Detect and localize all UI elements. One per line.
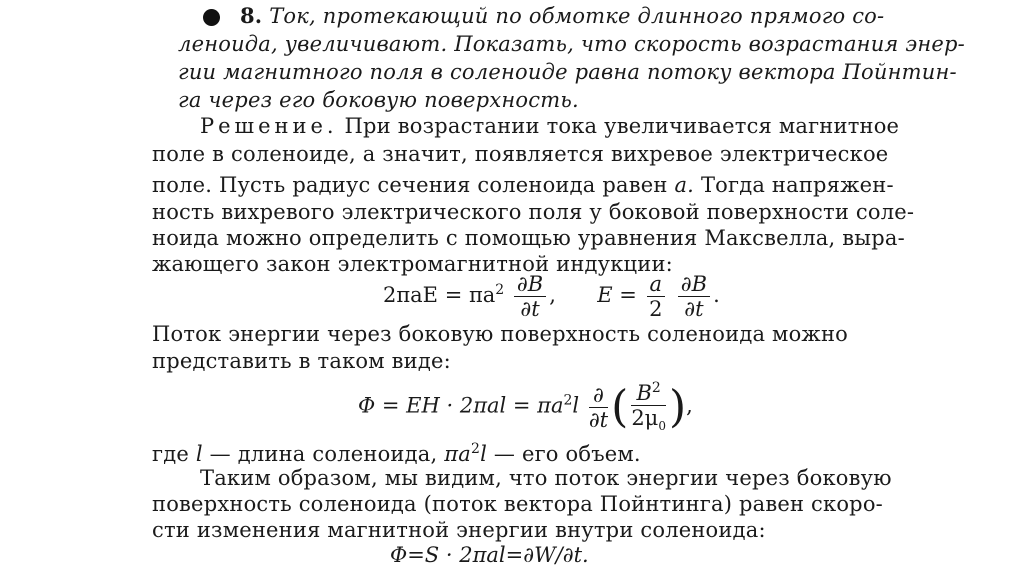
bullet-icon — [203, 9, 220, 26]
problem-line-2: леноида, увеличивают. Показать, что скорость возрастания энер- — [178, 32, 965, 56]
eq1-lhs: 2πaE = πa — [383, 283, 496, 307]
solution-text-3: поле. Пусть радиус сечения соленоида равен — [152, 173, 668, 197]
solution-line-4: ность вихревого электрического поля у боковой поверхности соле- — [152, 200, 915, 224]
flux-line-1: Поток энергии через боковую поверхность соленоида можно — [152, 322, 848, 346]
where-l: l — [195, 442, 203, 466]
problem-line-1 — [240, 4, 884, 28]
where-suffix: — его объем. — [493, 442, 641, 466]
eq2-left-paren: ( — [611, 381, 629, 433]
problem-text-1: Ток, протекающий по обмотке длинного прямого со- — [269, 4, 885, 28]
problem-number: 8. — [240, 3, 263, 28]
solution-line-6: жающего закон электромагнитной индукции: — [152, 252, 673, 276]
eq1-fraction-a2 — [647, 272, 666, 321]
solution-text-3b: Тогда напряжен- — [700, 173, 894, 197]
problem-line-3: гии магнитного поля в соленоиде равна потоку вектора Пойнтин- — [178, 60, 957, 84]
where-square: 2 — [470, 441, 481, 457]
eq2-derivative — [589, 383, 608, 432]
conclusion-line-2: поверхность соленоида (поток вектора Пойнтинга) равен скоро- — [152, 492, 883, 516]
problem-line-4: га через его боковую поверхность. — [178, 88, 579, 112]
eq2-mu: 2μ — [631, 406, 659, 430]
solution-line-5: ноида можно определить с помощью уравнения Максвелла, выра- — [152, 226, 905, 250]
conclusion-line-1: Таким образом, мы видим, что поток энергии через боковую — [200, 466, 892, 490]
eq1-f2-den: ∂t — [684, 297, 704, 321]
equation-flux — [358, 376, 693, 438]
eq1-dot: . — [713, 283, 720, 307]
eq1-f2-num: ∂B — [678, 272, 710, 297]
where-mid: — длина соленоида, — [209, 442, 438, 466]
eq2-b: B — [636, 381, 652, 405]
where-prefix: где — [152, 442, 189, 466]
where-l2: l — [480, 442, 487, 466]
eq1-fraction — [514, 272, 546, 321]
equation-maxwell — [383, 272, 720, 321]
eq1-square: 2 — [495, 282, 505, 298]
solution-line-3 — [152, 173, 894, 197]
conclusion-line-3: сти изменения магнитной энергии внутри соленоида: — [152, 518, 766, 542]
eq2-d-den: ∂t — [588, 407, 609, 432]
eq2-mu-sub: 0 — [658, 419, 666, 434]
eq2-d-num: ∂ — [589, 383, 608, 408]
where-line — [152, 437, 641, 466]
eq1-f1-num: a — [647, 272, 666, 297]
equation-poynting: Φ=S · 2πal=∂W/∂t. — [390, 543, 589, 567]
eq2-comma: , — [686, 393, 693, 418]
where-pa: πa — [444, 442, 471, 466]
eq2-right-paren: ) — [668, 381, 687, 433]
flux-line-2: представить в таком виде: — [152, 349, 451, 373]
eq1-comma: , — [549, 283, 556, 307]
eq1-num: ∂B — [514, 272, 546, 297]
eq1-fraction-dbdt — [678, 272, 710, 321]
eq1-lhs2: E = — [597, 283, 637, 307]
eq2-lhs: Φ = EH · 2πal = πa — [358, 393, 564, 418]
eq2-energy-density — [631, 376, 666, 438]
eq2-square: 2 — [563, 392, 573, 409]
eq1-f1-den: 2 — [649, 297, 663, 321]
solution-text-1: При возрастании тока увеличивается магнитное — [344, 114, 900, 138]
solution-line-2: поле в соленоиде, а значит, появляется вихревое электрическое — [152, 142, 889, 166]
eq2-b-square: 2 — [651, 380, 661, 396]
eq1-den: ∂t — [520, 297, 540, 321]
solution-line-1 — [200, 114, 899, 138]
variable-a: a. — [674, 173, 695, 197]
eq2-l: l — [572, 393, 580, 418]
solution-heading: Решение. — [200, 114, 338, 138]
